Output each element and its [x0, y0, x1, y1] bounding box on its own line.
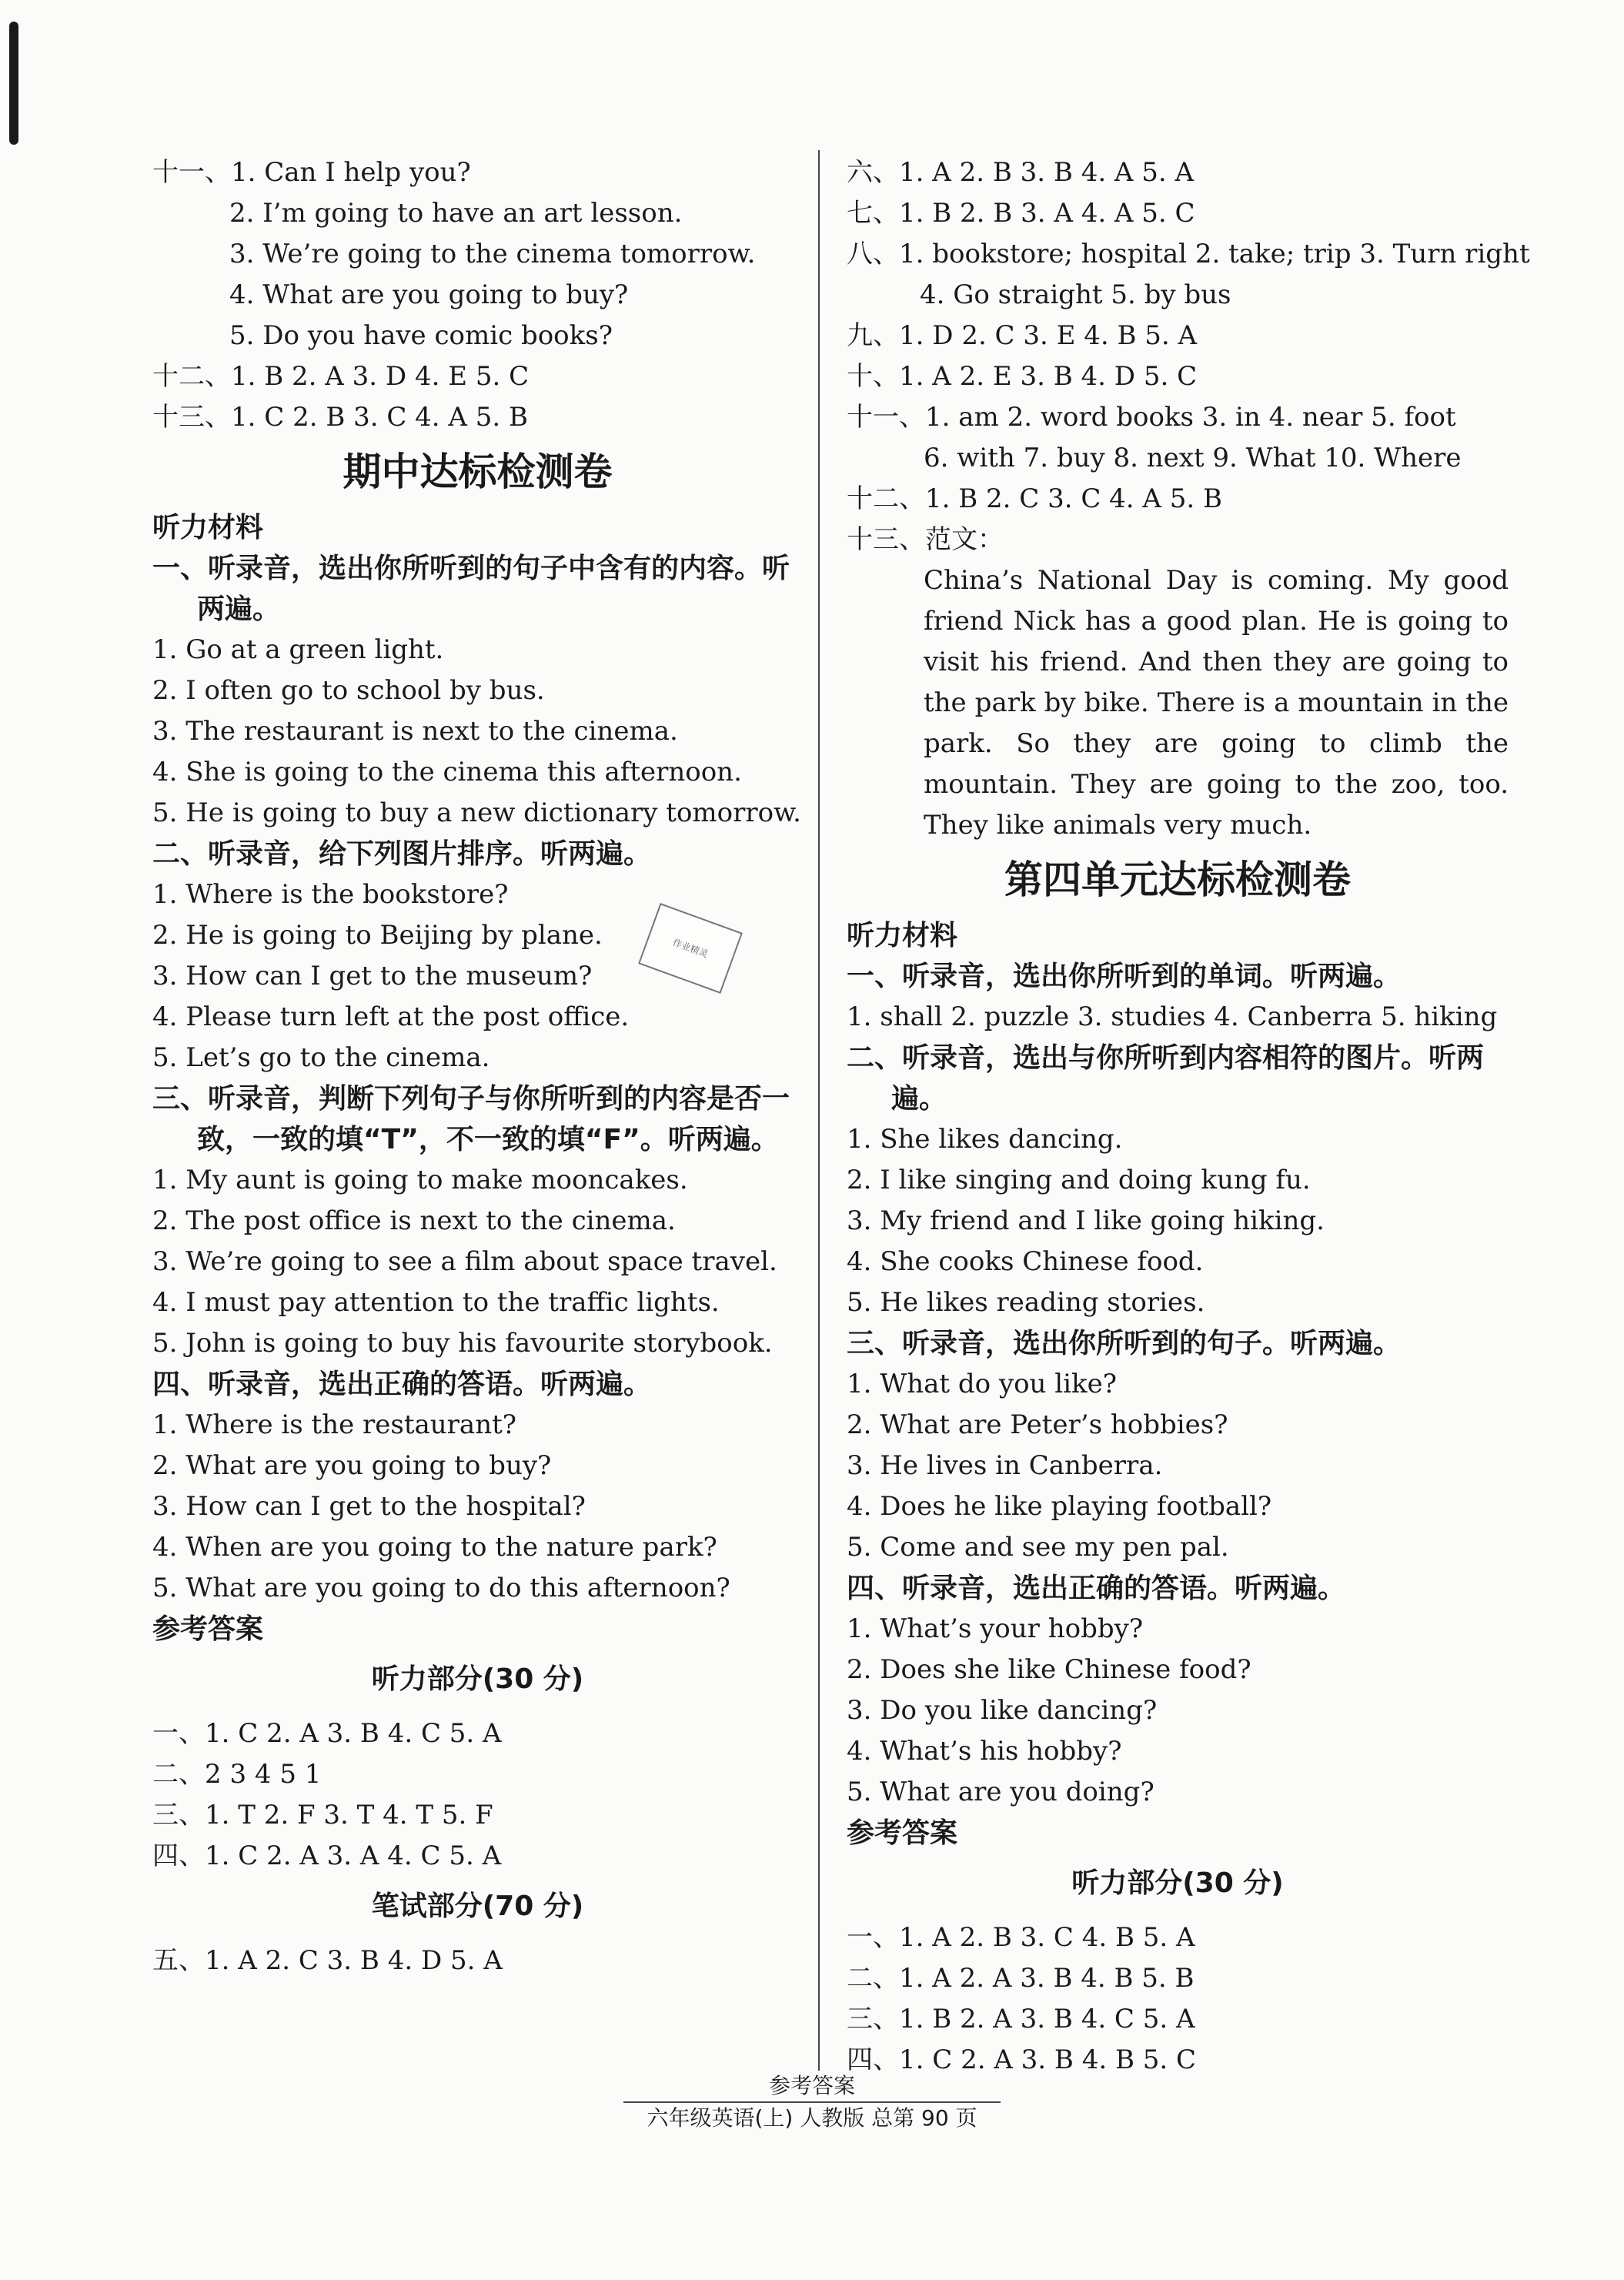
- text-line: 4. I must pay attention to the traffic lights.: [152, 1287, 720, 1318]
- text-line: 六、1. A 2. B 3. B 4. A 5. A: [847, 157, 1195, 188]
- text-line: 5. He likes reading stories.: [847, 1287, 1205, 1318]
- text-line: 十二、1. B 2. C 3. C 4. A 5. B: [847, 483, 1223, 514]
- text-line: 4. Go straight 5. by bus: [920, 279, 1231, 310]
- text-line: 6. with 7. buy 8. next 9. What 10. Where: [924, 443, 1462, 473]
- text-line: 二、1. A 2. A 3. B 4. B 5. B: [847, 1963, 1195, 1994]
- text-line: 1. What’s your hobby?: [847, 1613, 1144, 1644]
- text-line: 四、1. C 2. A 3. A 4. C 5. A: [152, 1840, 502, 1871]
- text-line: 2. I like singing and doing kung fu.: [847, 1165, 1311, 1195]
- text-line: 4. She is going to the cinema this afternoon.: [152, 757, 742, 787]
- text-line: 1. Go at a green light.: [152, 634, 444, 665]
- text-line: 三、1. B 2. A 3. B 4. C 5. A: [847, 2004, 1195, 2034]
- text-line: 3. We’re going to see a film about space travel.: [152, 1246, 777, 1277]
- question-heading: 一、听录音，选出你所听到的单词。听两遍。: [847, 961, 1402, 992]
- text-line: 2. The post office is next to the cinema.: [152, 1205, 676, 1236]
- text-line: 2. He is going to Beijing by plane.: [152, 920, 603, 951]
- watermark-stamp: 作业精灵: [638, 903, 743, 994]
- text-line: 1. What do you like?: [847, 1369, 1117, 1399]
- part-heading: 听力部分(30 分): [1071, 1867, 1284, 1899]
- text-line: 十三、范文：: [847, 524, 1004, 555]
- text-line: 一、1. C 2. A 3. B 4. C 5. A: [152, 1718, 502, 1749]
- text-line: 2. I’m going to have an art lesson.: [229, 198, 683, 229]
- page-footer: [0, 2071, 1624, 2134]
- text-line: 3. Do you like dancing?: [847, 1695, 1158, 1726]
- text-line: 1. Where is the bookstore?: [152, 879, 509, 910]
- question-heading: 二、听录音，选出与你所听到内容相符的图片。听两遍。: [847, 1042, 1485, 1115]
- question-heading: 四、听录音，选出正确的答语。听两遍。: [847, 1573, 1346, 1604]
- text-line: 八、1. bookstore; hospital 2. take; trip 3. Turn right: [847, 239, 1530, 269]
- text-line: 2. Does she like Chinese food?: [847, 1654, 1251, 1685]
- text-line: 3. We’re going to the cinema tomorrow.: [229, 239, 756, 269]
- text-line: 十一、1. am 2. word books 3. in 4. near 5. foot: [847, 402, 1456, 433]
- text-line: 九、1. D 2. C 3. E 4. B 5. A: [847, 320, 1198, 351]
- part-heading: 笔试部分(70 分): [371, 1891, 584, 1922]
- text-line: 5. Do you have comic books?: [229, 320, 613, 351]
- text-line: 二、2 3 4 5 1: [152, 1759, 322, 1790]
- footer-title: 参考答案: [768, 2073, 855, 2098]
- sample-essay: China’s National Day is coming. My good friend Nick has a good plan. He is going to visit his friend. And then they are going to the park by bike. There is a mountain in the park. So they are going to climb the mountain. They are going to the zoo, too. They like animals very much.: [924, 565, 1509, 841]
- block-label: 参考答案: [152, 1613, 264, 1645]
- text-line: 4. Does he like playing football?: [847, 1491, 1272, 1522]
- block-label: 参考答案: [847, 1817, 958, 1849]
- question-heading: 四、听录音，选出正确的答语。听两遍。: [152, 1369, 652, 1400]
- text-line: 5. What are you going to do this afternoon?: [152, 1573, 730, 1603]
- scan-edge-mark: [9, 22, 18, 145]
- section-title: 期中达标检测卷: [343, 450, 613, 494]
- text-line: 3. The restaurant is next to the cinema.: [152, 716, 678, 747]
- question-heading: 三、听录音，判断下列句子与你所听到的内容是否一致，一致的填“T”，不一致的填“F”。听两遍。: [152, 1083, 790, 1155]
- footer-info: 六年级英语(上) 人教版 总第 90 页: [623, 2101, 1000, 2134]
- text-line: 十一、1. Can I help you?: [152, 157, 471, 188]
- text-line: 2. I often go to school by bus.: [152, 675, 545, 706]
- column-divider: [818, 150, 820, 2071]
- text-line: 5. Let’s go to the cinema.: [152, 1042, 490, 1073]
- text-line: 1. shall 2. puzzle 3. studies 4. Canberra 5. hiking: [847, 1001, 1498, 1032]
- text-line: 5. He is going to buy a new dictionary tomorrow.: [152, 797, 801, 828]
- text-line: 1. My aunt is going to make mooncakes.: [152, 1165, 688, 1195]
- text-line: 十、1. A 2. E 3. B 4. D 5. C: [847, 361, 1198, 392]
- text-line: 三、1. T 2. F 3. T 4. T 5. F: [152, 1800, 493, 1830]
- text-line: 一、1. A 2. B 3. C 4. B 5. A: [847, 1922, 1195, 1953]
- text-line: 5. Come and see my pen pal.: [847, 1532, 1229, 1563]
- text-line: 3. How can I get to the hospital?: [152, 1491, 586, 1522]
- right-column: [847, 152, 1530, 2081]
- text-line: 2. What are you going to buy?: [152, 1450, 552, 1481]
- text-line: 4. She cooks Chinese food.: [847, 1246, 1204, 1277]
- text-line: 4. What are you going to buy?: [229, 279, 629, 310]
- text-line: 七、1. B 2. B 3. A 4. A 5. C: [847, 198, 1195, 229]
- text-line: 5. John is going to buy his favourite storybook.: [152, 1328, 773, 1359]
- text-line: 五、1. A 2. C 3. B 4. D 5. A: [152, 1945, 503, 1976]
- text-line: 4. Please turn left at the post office.: [152, 1001, 630, 1032]
- question-heading: 三、听录音，选出你所听到的句子。听两遍。: [847, 1328, 1402, 1359]
- question-heading: 二、听录音，给下列图片排序。听两遍。: [152, 838, 652, 870]
- text-line: 2. What are Peter’s hobbies?: [847, 1409, 1228, 1440]
- text-line: 四、1. C 2. A 3. B 4. B 5. C: [847, 2044, 1197, 2075]
- text-line: 3. My friend and I like going hiking.: [847, 1205, 1325, 1236]
- left-column: [152, 152, 803, 1981]
- block-label: 听力材料: [847, 920, 958, 951]
- text-line: 1. Where is the restaurant?: [152, 1409, 516, 1440]
- text-line: 3. How can I get to the museum?: [152, 961, 593, 991]
- text-line: 3. He lives in Canberra.: [847, 1450, 1163, 1481]
- block-label: 听力材料: [152, 512, 264, 543]
- text-line: 十二、1. B 2. A 3. D 4. E 5. C: [152, 361, 530, 392]
- text-line: 5. What are you doing?: [847, 1777, 1155, 1807]
- question-heading: 一、听录音，选出你所听到的句子中含有的内容。听两遍。: [152, 553, 790, 625]
- text-line: 十三、1. C 2. B 3. C 4. A 5. B: [152, 402, 529, 433]
- text-line: 1. She likes dancing.: [847, 1124, 1123, 1155]
- text-line: 4. When are you going to the nature park?: [152, 1532, 717, 1563]
- part-heading: 听力部分(30 分): [371, 1663, 584, 1695]
- section-title: 第四单元达标检测卷: [1004, 858, 1351, 902]
- text-line: 4. What’s his hobby?: [847, 1736, 1122, 1767]
